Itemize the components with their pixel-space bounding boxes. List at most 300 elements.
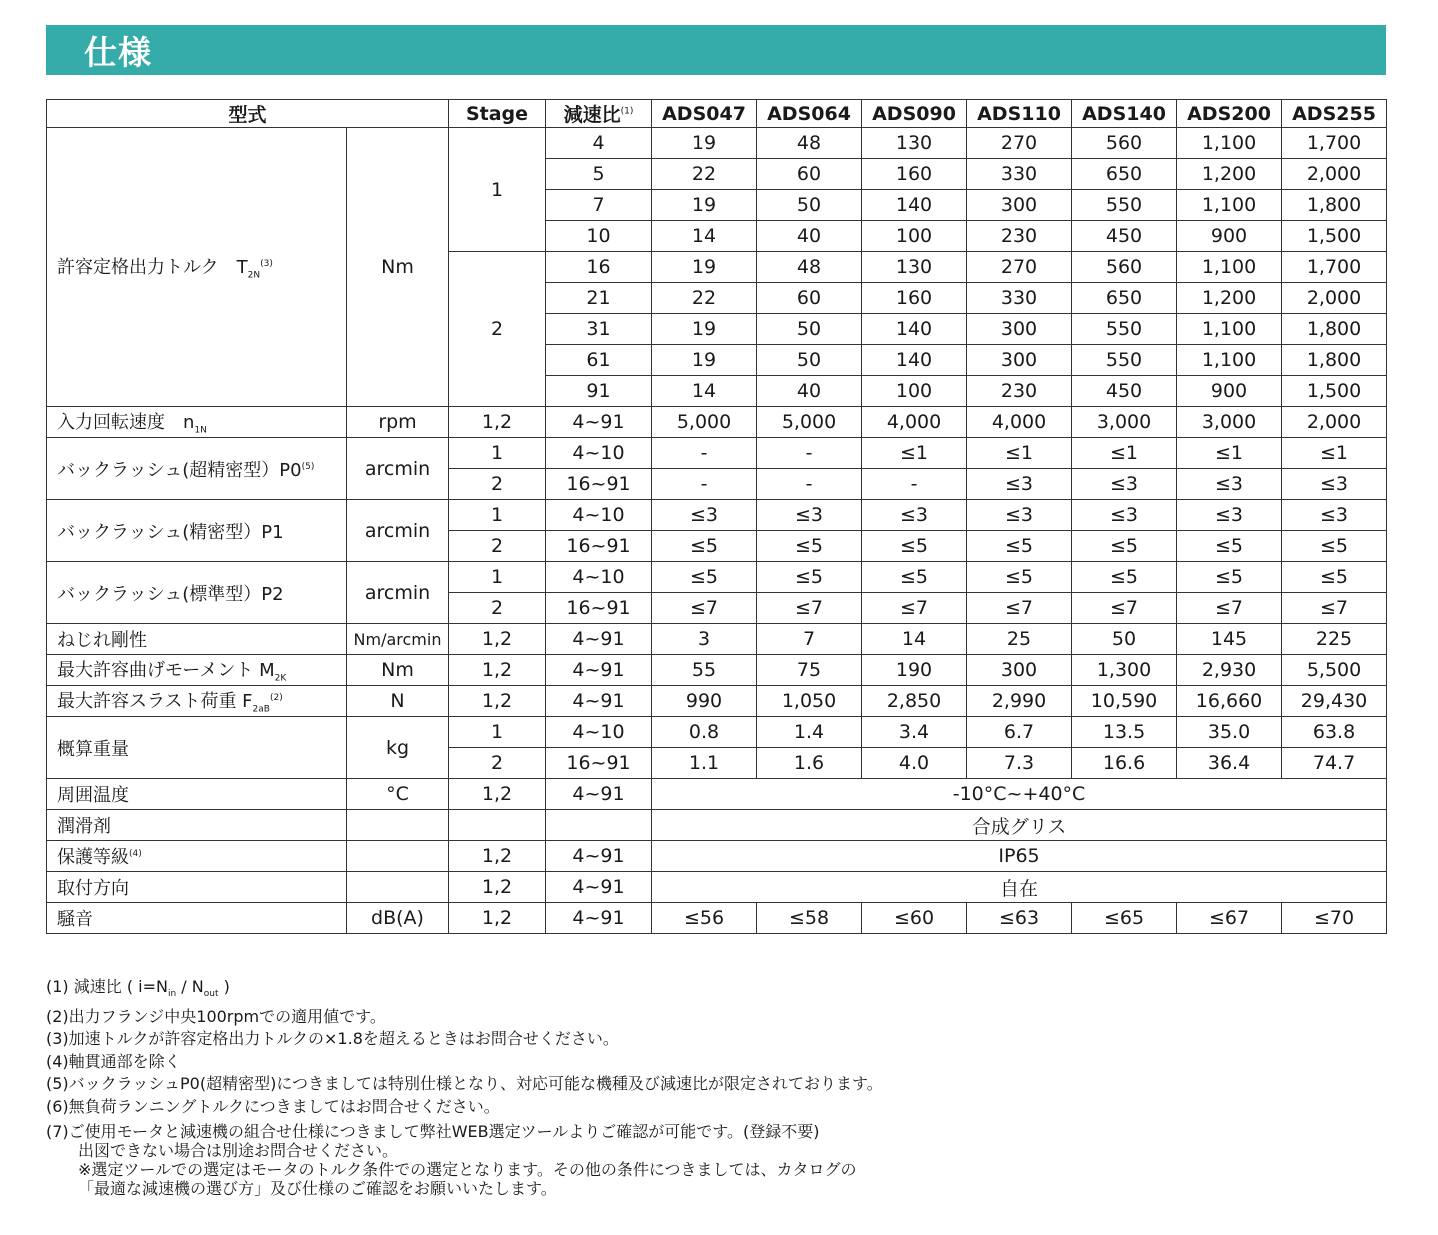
value-cell-text: 1,700 [1306, 256, 1362, 278]
weight-unit [347, 717, 449, 779]
value-cell-text: 1,500 [1306, 380, 1362, 402]
value-cell-text: 29,430 [1300, 690, 1368, 712]
ratio-cell [546, 562, 652, 593]
value-cell-text: ≤1 [1320, 442, 1349, 464]
value-cell-text: ≤3 [1320, 473, 1349, 495]
lubricant-value [652, 810, 1387, 841]
value-cell [1282, 593, 1387, 624]
ratio-cell [546, 407, 652, 438]
stage-cell-text: 1,2 [481, 690, 513, 712]
value-cell-text: - [805, 473, 813, 495]
ratio-cell-text: 16~91 [566, 473, 631, 495]
value-cell-text: 2,930 [1201, 659, 1257, 681]
value-cell [967, 345, 1072, 376]
input-speed-label-subscript: 1N [194, 425, 207, 436]
value-cell-text: ≤7 [1320, 597, 1349, 619]
stage-cell [449, 686, 546, 717]
value-cell-text: ≤7 [1005, 597, 1034, 619]
value-cell-text: 330 [1000, 163, 1038, 185]
ratio-cell-text: 16 [586, 256, 611, 278]
value-cell-text: ≤58 [788, 907, 830, 929]
empty-cell [347, 872, 449, 903]
value-cell [862, 717, 967, 748]
value-cell [1072, 748, 1177, 779]
value-cell [862, 438, 967, 469]
ratio-cell-text: 61 [586, 349, 611, 371]
thrust-label-text: 最大許容スラスト荷重 F [57, 691, 253, 713]
table-row [47, 841, 1387, 872]
value-cell-text: 50 [796, 349, 822, 371]
ratio-cell [546, 841, 652, 872]
stage-cell [449, 438, 546, 469]
value-cell [1072, 686, 1177, 717]
value-cell-text: ≤3 [795, 504, 824, 526]
value-cell-text: 74.7 [1312, 752, 1356, 774]
value-cell [652, 407, 757, 438]
value-cell [967, 438, 1072, 469]
value-cell-text: ≤3 [900, 504, 929, 526]
value-cell [652, 221, 757, 252]
ratio-cell-text: 4~91 [572, 659, 625, 681]
value-cell [967, 686, 1072, 717]
backlash-p0-label-text: バックラッシュ(超精密型）P0 [57, 459, 302, 481]
table-row [47, 810, 1387, 841]
footnote-3: (3)加速トルクが許容定格出力トルクの×1.8を超えるときはお問合せください。 [46, 1029, 619, 1049]
header-size-ads110-text: ADS110 [977, 102, 1061, 125]
backlash-p2-label [47, 562, 347, 624]
stage-cell [449, 624, 546, 655]
torque-label [47, 128, 347, 407]
value-cell [757, 655, 862, 686]
value-cell-text: 5,500 [1306, 659, 1362, 681]
value-cell [652, 376, 757, 407]
value-cell-text: 16.6 [1102, 752, 1146, 774]
ratio-cell [546, 438, 652, 469]
stage-cell [449, 903, 546, 934]
value-cell [862, 190, 967, 221]
value-cell [757, 345, 862, 376]
value-cell [1072, 562, 1177, 593]
ratio-cell [546, 748, 652, 779]
value-cell [862, 624, 967, 655]
value-cell-text: 5,000 [676, 411, 732, 433]
value-cell-text: 2,850 [886, 690, 942, 712]
header-size-ads110 [967, 100, 1072, 128]
value-cell [757, 128, 862, 159]
torque-label-subscript: 2N [247, 270, 261, 281]
value-cell-text: ≤1 [1005, 442, 1034, 464]
weight-unit-text: kg [385, 736, 410, 759]
backlash-p1-label [47, 500, 347, 562]
value-cell [1072, 221, 1177, 252]
value-cell [1072, 500, 1177, 531]
value-cell-text: ≤7 [1110, 597, 1139, 619]
table-row [47, 407, 1387, 438]
value-cell [652, 655, 757, 686]
moment-label-subscript: 2K [274, 673, 287, 684]
value-cell [1282, 748, 1387, 779]
empty-cell [347, 841, 449, 872]
value-cell [862, 221, 967, 252]
lubricant-label [47, 810, 347, 841]
value-cell-text: 50 [796, 194, 822, 216]
value-cell [967, 903, 1072, 934]
value-cell-text: 0.8 [688, 721, 720, 743]
value-cell-text: ≤5 [1215, 535, 1244, 557]
value-cell [1177, 407, 1282, 438]
value-cell [1282, 438, 1387, 469]
value-cell [757, 283, 862, 314]
value-cell [757, 624, 862, 655]
value-cell-text: ≤5 [900, 535, 929, 557]
value-cell-text: 1,100 [1201, 318, 1257, 340]
value-cell-text: ≤3 [1110, 504, 1139, 526]
header-size-ads064 [757, 100, 862, 128]
lubricant-label-text: 潤滑剤 [57, 816, 111, 837]
value-cell [757, 686, 862, 717]
temperature-unit [347, 779, 449, 810]
value-cell-text: 300 [1000, 659, 1038, 681]
value-cell [757, 314, 862, 345]
value-cell-text: 19 [691, 256, 717, 278]
value-cell-text: 4,000 [886, 411, 942, 433]
value-cell [862, 903, 967, 934]
value-cell-text: ≤3 [690, 504, 719, 526]
value-cell-text: ≤63 [998, 907, 1040, 929]
value-cell-text: 40 [796, 380, 822, 402]
stiffness-label [47, 624, 347, 655]
value-cell [652, 469, 757, 500]
value-cell [1282, 686, 1387, 717]
ratio-cell [546, 500, 652, 531]
value-cell-text: 60 [796, 287, 822, 309]
value-cell-text: 55 [691, 659, 717, 681]
value-cell [862, 252, 967, 283]
stiffness-label-text: ねじれ剛性 [57, 630, 147, 651]
value-cell-text: 16,660 [1195, 690, 1263, 712]
input-speed-label [47, 407, 347, 438]
ratio-cell-text: 16~91 [566, 597, 631, 619]
backlash-p1-label-text: バックラッシュ(精密型）P1 [57, 521, 284, 543]
temperature-value-text: -10°C~+40°C [952, 783, 1086, 805]
value-cell-text: 130 [895, 132, 933, 154]
header-stage [449, 100, 546, 128]
value-cell [1072, 717, 1177, 748]
value-cell-text: 48 [796, 256, 822, 278]
value-cell [757, 190, 862, 221]
ratio-cell-text: 5 [592, 163, 605, 185]
value-cell-text: ≤5 [1320, 566, 1349, 588]
value-cell-text: 1,100 [1201, 194, 1257, 216]
value-cell-text: 19 [691, 349, 717, 371]
value-cell [652, 717, 757, 748]
value-cell-text: 230 [1000, 225, 1038, 247]
input-speed-label-text: 入力回転速度 n [57, 412, 195, 434]
value-cell [757, 252, 862, 283]
value-cell [862, 345, 967, 376]
value-cell-text: 900 [1210, 380, 1248, 402]
value-cell-text: ≤5 [1110, 535, 1139, 557]
backlash-p0-label-footnote-ref: (5) [301, 461, 315, 472]
value-cell [1072, 345, 1177, 376]
value-cell [1072, 376, 1177, 407]
ratio-cell [546, 903, 652, 934]
value-cell-text: ≤5 [1320, 535, 1349, 557]
ratio-cell-text: 4~10 [572, 721, 625, 743]
table-row [47, 903, 1387, 934]
value-cell-text: ≤5 [690, 535, 719, 557]
table-row [47, 438, 1387, 469]
section-banner [46, 25, 1386, 75]
value-cell [652, 283, 757, 314]
value-cell-text: 14 [691, 380, 717, 402]
value-cell-text: 4,000 [991, 411, 1047, 433]
value-cell [967, 128, 1072, 159]
value-cell-text: ≤60 [893, 907, 935, 929]
value-cell [862, 562, 967, 593]
value-cell-text: 450 [1105, 380, 1143, 402]
value-cell [1177, 376, 1282, 407]
value-cell-text: ≤7 [795, 597, 824, 619]
footnote-7-line-3: ※選定ツールでの選定はモータのトルク条件での選定となります。その他の条件につきましては、カタログの [78, 1160, 857, 1180]
value-cell-text: 450 [1105, 225, 1143, 247]
header-size-ads140-text: ADS140 [1082, 102, 1166, 125]
value-cell [1072, 593, 1177, 624]
ratio-cell-text: 4~91 [572, 628, 625, 650]
backlash-p2-unit [347, 562, 449, 624]
value-cell-text: 225 [1315, 628, 1353, 650]
value-cell-text: 50 [1111, 628, 1137, 650]
mounting-value [652, 872, 1387, 903]
value-cell-text: 560 [1105, 132, 1143, 154]
moment-unit-text: Nm [381, 659, 414, 681]
thrust-label-subscript: 2aB [252, 704, 270, 715]
value-cell [1282, 531, 1387, 562]
stage-cell-text: 2 [490, 535, 504, 557]
stage-cell [449, 655, 546, 686]
footnote-6: (6)無負荷ランニングトルクにつきましてはお問合せください。 [46, 1096, 500, 1116]
ratio-cell-text: 16~91 [566, 752, 631, 774]
value-cell-text: 140 [895, 318, 933, 340]
value-cell-text: ≤7 [900, 597, 929, 619]
value-cell [967, 376, 1072, 407]
table-row [47, 686, 1387, 717]
stage-cell-text: 1 [490, 721, 504, 743]
value-cell-text: 650 [1105, 287, 1143, 309]
temperature-unit-text: °C [386, 783, 409, 805]
torque-label-text: 許容定格出力トルク T [57, 257, 248, 279]
value-cell [1177, 469, 1282, 500]
stage-cell-text: 1 [490, 504, 504, 526]
value-cell [757, 593, 862, 624]
value-cell [862, 469, 967, 500]
value-cell-text: 300 [1000, 318, 1038, 340]
backlash-p1-unit [347, 500, 449, 562]
ratio-cell [546, 283, 652, 314]
stage-cell [449, 469, 546, 500]
value-cell [967, 252, 1072, 283]
footnote-4: (4)軸貫通部を除く [46, 1051, 181, 1071]
stage-cell-text: 2 [490, 597, 504, 619]
temperature-label-text: 周囲温度 [57, 785, 129, 806]
ratio-cell-text: 16~91 [566, 535, 631, 557]
ratio-cell-text: 7 [592, 194, 605, 216]
value-cell-text: 300 [1000, 349, 1038, 371]
value-cell [757, 717, 862, 748]
value-cell [757, 531, 862, 562]
value-cell-text: 100 [895, 380, 933, 402]
value-cell-text: ≤5 [795, 535, 824, 557]
ratio-cell-text: 4~10 [572, 566, 625, 588]
value-cell [1177, 314, 1282, 345]
value-cell-text: 160 [895, 287, 933, 309]
footnote-2: (2)出力フランジ中央100rpmでの適用値です。 [46, 1006, 386, 1026]
value-cell [1072, 252, 1177, 283]
ratio-cell-text: 4~91 [572, 876, 625, 898]
ratio-cell-text: 91 [586, 380, 611, 402]
empty-cell [347, 810, 449, 841]
value-cell [1177, 500, 1282, 531]
value-cell [862, 159, 967, 190]
stage-cell-text: 2 [490, 473, 504, 495]
header-size-ads200 [1177, 100, 1282, 128]
value-cell [1282, 128, 1387, 159]
table-row [47, 500, 1387, 531]
value-cell [967, 283, 1072, 314]
lubricant-value-text: 合成グリス [971, 815, 1067, 838]
value-cell [1282, 624, 1387, 655]
footnote-7-line-2: 出図できない場合は別途お問合せください。 [78, 1141, 399, 1161]
value-cell [757, 159, 862, 190]
value-cell-text: - [700, 473, 708, 495]
value-cell-text: 1,300 [1096, 659, 1152, 681]
stage-cell [449, 562, 546, 593]
value-cell-text: 550 [1105, 318, 1143, 340]
value-cell-text: 25 [1006, 628, 1032, 650]
value-cell [1072, 438, 1177, 469]
value-cell [652, 531, 757, 562]
value-cell-text: 1.4 [793, 721, 825, 743]
stage-cell [449, 407, 546, 438]
value-cell [1072, 314, 1177, 345]
value-cell-text: ≤56 [683, 907, 725, 929]
section-title: 仕様 [84, 32, 152, 72]
ratio-cell-text: 4~10 [572, 504, 625, 526]
value-cell [967, 562, 1072, 593]
moment-unit [347, 655, 449, 686]
table-row [47, 655, 1387, 686]
value-cell-text: 900 [1210, 225, 1248, 247]
value-cell-text: 130 [895, 256, 933, 278]
stiffness-unit [347, 624, 449, 655]
value-cell-text: 300 [1000, 194, 1038, 216]
value-cell [1072, 283, 1177, 314]
header-size-ads090 [862, 100, 967, 128]
value-cell-text: 7 [802, 628, 816, 650]
value-cell [1282, 190, 1387, 221]
value-cell-text: ≤5 [1005, 535, 1034, 557]
value-cell-text: 1,800 [1306, 349, 1362, 371]
protection-value-text: IP65 [998, 845, 1040, 867]
value-cell-text: ≤67 [1208, 907, 1250, 929]
value-cell-text: ≤3 [1005, 473, 1034, 495]
header-size-ads200-text: ADS200 [1187, 102, 1271, 125]
value-cell-text: 270 [1000, 132, 1038, 154]
ratio-cell [546, 872, 652, 903]
value-cell [1072, 159, 1177, 190]
stage-cell-text: 1,2 [481, 783, 513, 805]
backlash-p2-label-text: バックラッシュ(標準型）P2 [57, 583, 284, 605]
value-cell [1177, 903, 1282, 934]
header-model [47, 100, 449, 128]
backlash-p0-unit [347, 438, 449, 500]
ratio-cell [546, 779, 652, 810]
noise-label [47, 903, 347, 934]
value-cell-text: 19 [691, 194, 717, 216]
value-cell-text: 19 [691, 132, 717, 154]
header-size-ads255 [1282, 100, 1387, 128]
value-cell [757, 903, 862, 934]
value-cell [652, 128, 757, 159]
header-size-ads140 [1072, 100, 1177, 128]
value-cell-text: 1,500 [1306, 225, 1362, 247]
value-cell [1282, 221, 1387, 252]
value-cell [1282, 562, 1387, 593]
stage-cell-text: 2 [490, 318, 504, 340]
stage-cell [449, 872, 546, 903]
value-cell-text: 10,590 [1090, 690, 1158, 712]
value-cell-text: 7.3 [1003, 752, 1035, 774]
value-cell-text: 5,000 [781, 411, 837, 433]
value-cell-text: ≤3 [1215, 504, 1244, 526]
ratio-cell [546, 655, 652, 686]
value-cell [652, 252, 757, 283]
stage-cell [449, 252, 546, 407]
value-cell-text: ≤3 [1215, 473, 1244, 495]
torque-unit [347, 128, 449, 407]
value-cell-text: ≤1 [900, 442, 929, 464]
footnote-1: (1) 減速比 ( $i=N_{in} / N_{out}$ ) [46, 977, 230, 1000]
ratio-cell [546, 314, 652, 345]
value-cell [1177, 593, 1282, 624]
value-cell-text: 100 [895, 225, 933, 247]
value-cell-text: ≤5 [1005, 566, 1034, 588]
table-row [47, 717, 1387, 748]
footnote-7-line-4: 「最適な減速機の選び方」及び仕様のご確認をお願いいたします。 [78, 1179, 557, 1199]
footnotes [46, 976, 1386, 1198]
protection-value [652, 841, 1387, 872]
ratio-cell [546, 469, 652, 500]
thrust-unit [347, 686, 449, 717]
value-cell [1282, 283, 1387, 314]
ratio-cell-text: 10 [586, 225, 611, 247]
value-cell-text: 75 [796, 659, 822, 681]
value-cell [862, 500, 967, 531]
backlash-p2-unit-text: arcmin [364, 581, 431, 604]
ratio-cell [546, 717, 652, 748]
ratio-cell-text: 21 [586, 287, 611, 309]
value-cell [967, 531, 1072, 562]
header-size-ads047-text: ADS047 [662, 102, 746, 125]
protection-label-footnote-ref: (4) [129, 849, 142, 859]
value-cell [1072, 624, 1177, 655]
stage-cell-text: 1,2 [481, 628, 513, 650]
value-cell-text: 14 [901, 628, 927, 650]
table-row [47, 872, 1387, 903]
value-cell-text: 1,050 [781, 690, 837, 712]
value-cell [1177, 562, 1282, 593]
thrust-label-footnote-ref: (2) [269, 693, 283, 704]
